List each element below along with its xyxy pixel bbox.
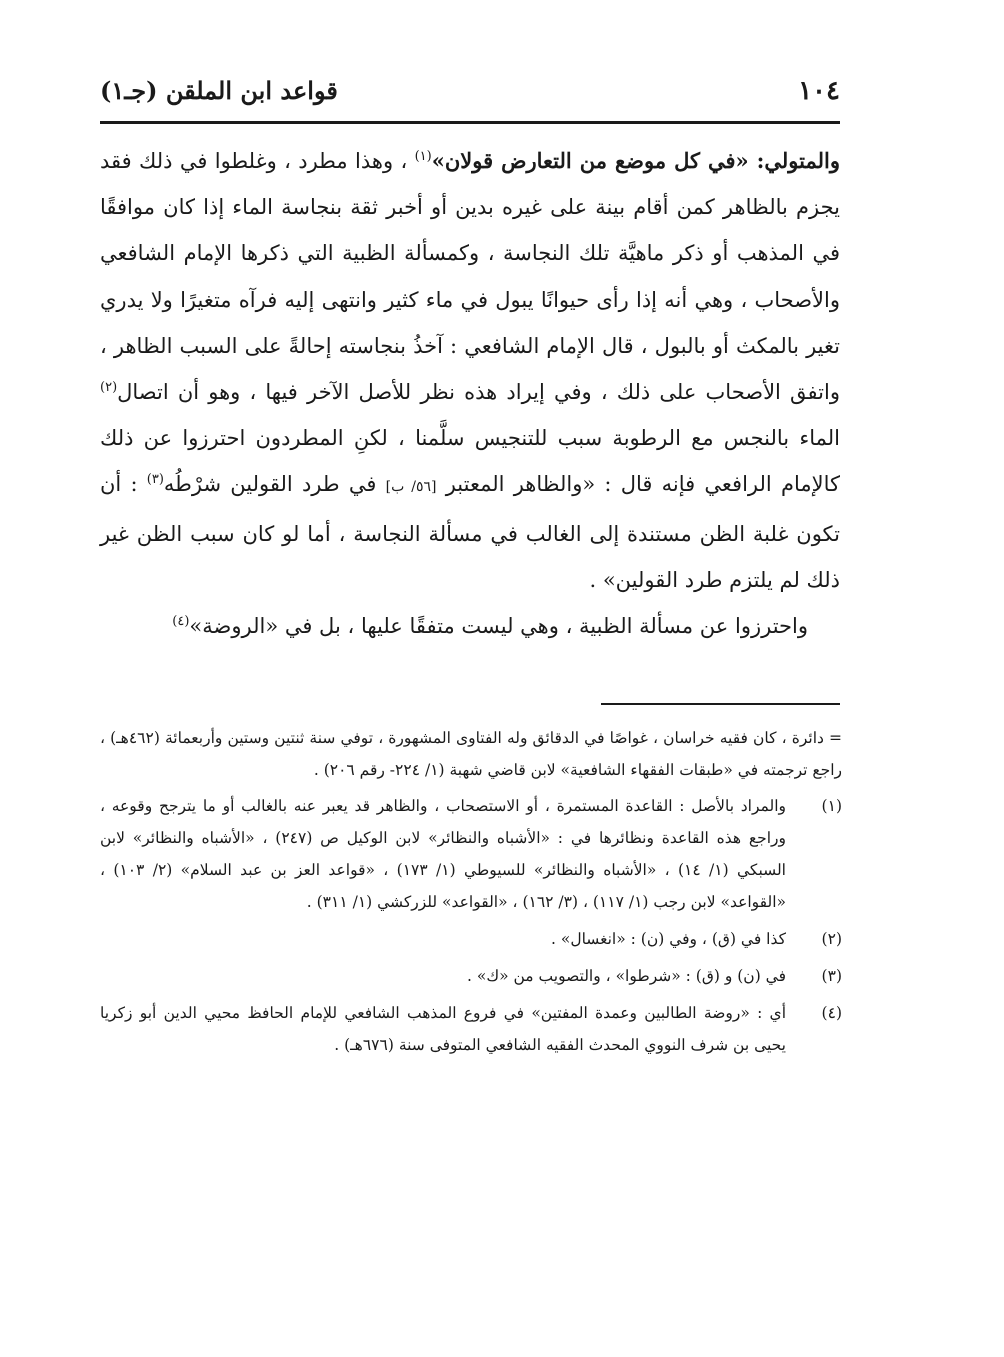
paragraph-1-text-d: : أن تكون غلبة الظن مستندة إلى الغالب في مسألة النجاسة ، أما لو كان سبب الظن غير ذلك لم يلتزم طرد القولين» . (100, 472, 841, 592)
footnote-item (100, 923, 842, 955)
footnote-separator (601, 703, 840, 705)
footnote-text: والمراد بالأصل : القاعدة المستمرة ، أو الاستصحاب ، والظاهر قد يعبر عنه بالغالب أو ما يترجح وقوعه ، وراجع هذه القاعدة ونظائرها في : «الأشباه والنظائر» لابن الوكيل ص (٢٤٧) ، «الأشباه والنظائر» لابن السبكي (١/ ١٤) ، «الأشباه والنظائر» للسيوطي (١/ ١٧٣) ، «قواعد العز بن عبد السلام» (٢/ ١٠٣) ، «القواعد» لابن رجب (١/ ١١٧) ، (٣/ ١٦٢) ، «القواعد» للزركشي (١/ ٣١١) . (100, 797, 786, 911)
page-number: ١٠٤ (798, 76, 840, 106)
footnotes (100, 722, 842, 1066)
footnote-ref-2: (٢) (100, 380, 118, 396)
paragraph-1-text-c: في طرد القولين شرْطُه (163, 472, 386, 497)
paragraph-2-text: واحترزوا عن مسألة الظبية ، وهي ليست متفقًا عليها ، بل في «الروضة» (189, 614, 808, 639)
running-title: قواعد ابن الملقن (جـ١) (100, 76, 338, 105)
footnote-ref-4: (٤) (172, 614, 190, 630)
folio-mark: [٥٦/ ب] (385, 479, 437, 496)
footnote-number: (١) (821, 797, 842, 815)
footnote-number: (٢) (821, 930, 842, 948)
footnote-item (100, 790, 842, 918)
footnote-text: في (ن) و (ق) : «شرطوا» ، والتصويب من «ك» . (466, 967, 786, 985)
footnote-text: كذا في (ق) ، وفي (ن) : «انغسال» . (550, 930, 786, 948)
footnote-number: (٣) (821, 967, 842, 985)
running-header (100, 70, 840, 120)
paragraph-1-text-a: ، وهذا مطرد ، وغلطوا في ذلك فقد يجزم بالظاهر كمن أقام بينة على غيره بدين أو أخبر ثقة بنجاسة الماء إذا كان موافقًا في المذهب أو ذكر ماهيَّة تلك النجاسة ، وكمسألة الظبية التي ذكرها الإمام الشافعي والأصحاب ، وهي أنه إذا رأى حيوانًا يبول في ماء كثير وانتهى إليه فرآه متغيرًا ولا يدري تغير بالمكث أو بالبول ، قال الإمام الشافعي : آخذُ بنجاسته إحالةً على السبب الظاهر ، واتفق الأصحاب على ذلك ، وفي إيراد هذه نظر للأصل الآخر فيها ، وهو أن اتصال (100, 149, 840, 405)
paragraph-2 (100, 603, 840, 649)
footnote-number: (٤) (821, 1004, 842, 1022)
header-rule (100, 121, 840, 124)
footnote-continuation: = دائرة ، كان فقيه خراسان ، غواصًا في الدقائق وله الفتاوى المشهورة ، توفي سنة ثنتين وستين وأربعمائة (٤٦٢هـ) ، راجع ترجمته في «طبقات الفقهاء الشافعية» لابن قاضي شهبة (١/ ٢٢٤- رقم ٢٠٦) . (100, 729, 842, 779)
footnote-text: أي : «روضة الطالبين وعمدة المفتين» في فروع المذهب الشافعي للإمام الحافظ محيي الدين أبو زكريا يحيى بن شرف النووي المحدث الفقيه الشافعي المتوفى سنة (٦٧٦هـ) . (100, 1004, 786, 1054)
paragraph-1 (100, 138, 840, 603)
paragraph-1-text-b: الماء بالنجس مع الرطوبة سبب للتنجيس سلَّمنا ، لكنِ المطردون احترزوا عن ذلك كالإمام الرافعي فإنه قال : «والظاهر المعتبر (100, 426, 840, 497)
footnote-item (100, 997, 842, 1061)
footnote-ref-1: (١) (414, 149, 432, 164)
main-text (100, 138, 840, 649)
bold-quote: والمتولي: «في كل موضع من التعارض قولان» (431, 148, 840, 173)
footnote-ref-3: (٣) (146, 472, 164, 488)
footnote-item (100, 960, 842, 992)
